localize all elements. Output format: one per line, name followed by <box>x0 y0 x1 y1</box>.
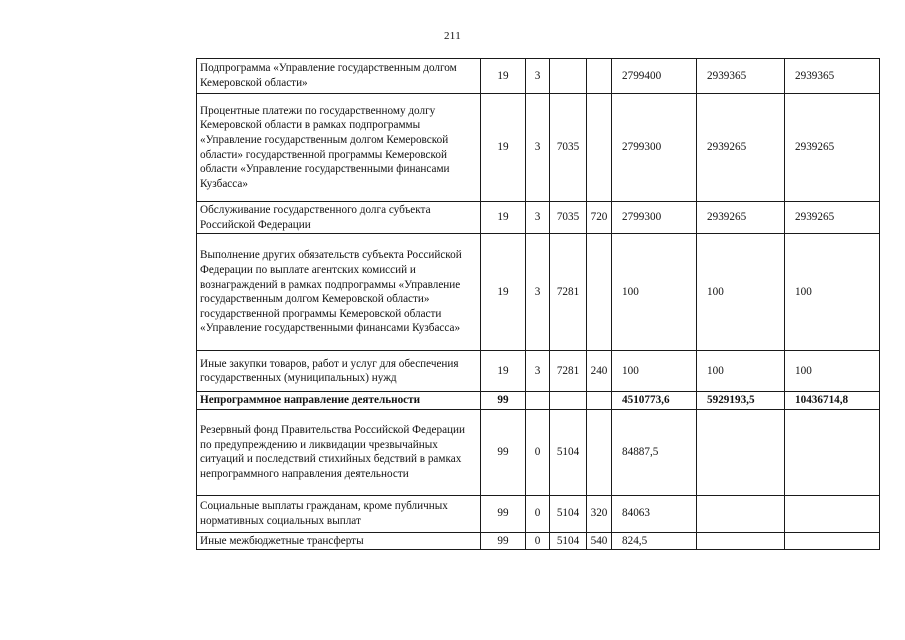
state-program-code: 99 <box>481 532 526 550</box>
amount-year-2 <box>697 495 785 532</box>
amount-year-1: 2799400 <box>612 59 697 94</box>
direction-code: 7281 <box>550 234 587 351</box>
amount-year-3: 2939265 <box>785 202 880 234</box>
amount-year-1: 4510773,6 <box>612 392 697 410</box>
table-row <box>197 202 880 234</box>
expense-type-code <box>587 94 612 202</box>
amount-year-2: 2939365 <box>697 59 785 94</box>
amount-year-2: 2939265 <box>697 94 785 202</box>
subprogram-code: 0 <box>526 409 550 495</box>
expense-type-code <box>587 59 612 94</box>
amount-year-3: 100 <box>785 351 880 392</box>
amount-year-2: 5929193,5 <box>697 392 785 410</box>
row-name: Иные межбюджетные трансферты <box>197 532 481 550</box>
table-row <box>197 495 880 532</box>
subprogram-code: 0 <box>526 532 550 550</box>
expense-type-code <box>587 409 612 495</box>
amount-year-1: 824,5 <box>612 532 697 550</box>
expense-type-code <box>587 392 612 410</box>
direction-code: 7035 <box>550 94 587 202</box>
state-program-code: 19 <box>481 94 526 202</box>
amount-year-1: 84887,5 <box>612 409 697 495</box>
expense-type-code: 240 <box>587 351 612 392</box>
direction-code: 5104 <box>550 409 587 495</box>
table-row <box>197 351 880 392</box>
table-row <box>197 234 880 351</box>
direction-code: 5104 <box>550 495 587 532</box>
amount-year-2 <box>697 409 785 495</box>
direction-code: 7035 <box>550 202 587 234</box>
budget-table <box>196 58 880 550</box>
amount-year-2: 100 <box>697 234 785 351</box>
amount-year-3: 10436714,8 <box>785 392 880 410</box>
amount-year-2: 2939265 <box>697 202 785 234</box>
expense-type-code: 540 <box>587 532 612 550</box>
subprogram-code: 3 <box>526 202 550 234</box>
amount-year-3: 100 <box>785 234 880 351</box>
table-row <box>197 532 880 550</box>
expense-type-code <box>587 234 612 351</box>
amount-year-1: 100 <box>612 351 697 392</box>
page-number: 211 <box>444 30 461 42</box>
state-program-code: 19 <box>481 202 526 234</box>
amount-year-1: 84063 <box>612 495 697 532</box>
state-program-code: 99 <box>481 409 526 495</box>
subprogram-code: 3 <box>526 59 550 94</box>
direction-code: 5104 <box>550 532 587 550</box>
amount-year-3: 2939365 <box>785 59 880 94</box>
row-name: Выполнение других обязательств субъекта Российской Федерации по выплате агентских комиссий и вознаграждений в рамках подпрограммы «Управление государственным долгом Кемеровской области» государственной программы Кемеровской области «Управление государственными финансами Кузбасса» <box>197 234 481 351</box>
expense-type-code: 320 <box>587 495 612 532</box>
expense-type-code: 720 <box>587 202 612 234</box>
amount-year-1: 2799300 <box>612 94 697 202</box>
direction-code <box>550 392 587 410</box>
row-name: Подпрограмма «Управление государственным долгом Кемеровской области» <box>197 59 481 94</box>
state-program-code: 19 <box>481 59 526 94</box>
row-name: Резервный фонд Правительства Российской Федерации по предупреждению и ликвидации чрезвычайных ситуаций и последствий стихийных бедствий в рамках непрограммного направления деятельности <box>197 409 481 495</box>
amount-year-3 <box>785 532 880 550</box>
state-program-code: 19 <box>481 234 526 351</box>
direction-code: 7281 <box>550 351 587 392</box>
direction-code <box>550 59 587 94</box>
subprogram-code <box>526 392 550 410</box>
amount-year-3 <box>785 495 880 532</box>
amount-year-1: 100 <box>612 234 697 351</box>
subprogram-code: 3 <box>526 234 550 351</box>
amount-year-3 <box>785 409 880 495</box>
amount-year-3: 2939265 <box>785 94 880 202</box>
row-name: Процентные платежи по государственному долгу Кемеровской области в рамках подпрограммы «Управление государственным долгом Кемеровской области» государственной программы Кемеровской области «Управление государственными финансами Кузбасса» <box>197 94 481 202</box>
row-name: Непрограммное направление деятельности <box>197 392 481 410</box>
table-row <box>197 409 880 495</box>
row-name: Обслуживание государственного долга субъекта Российской Федерации <box>197 202 481 234</box>
row-name: Иные закупки товаров, работ и услуг для обеспечения государственных (муниципальных) нужд <box>197 351 481 392</box>
subprogram-code: 0 <box>526 495 550 532</box>
row-name: Социальные выплаты гражданам, кроме публичных нормативных социальных выплат <box>197 495 481 532</box>
table-row <box>197 94 880 202</box>
table-row <box>197 392 880 410</box>
amount-year-1: 2799300 <box>612 202 697 234</box>
amount-year-2: 100 <box>697 351 785 392</box>
state-program-code: 99 <box>481 495 526 532</box>
subprogram-code: 3 <box>526 94 550 202</box>
state-program-code: 19 <box>481 351 526 392</box>
amount-year-2 <box>697 532 785 550</box>
subprogram-code: 3 <box>526 351 550 392</box>
state-program-code: 99 <box>481 392 526 410</box>
table-row <box>197 59 880 94</box>
